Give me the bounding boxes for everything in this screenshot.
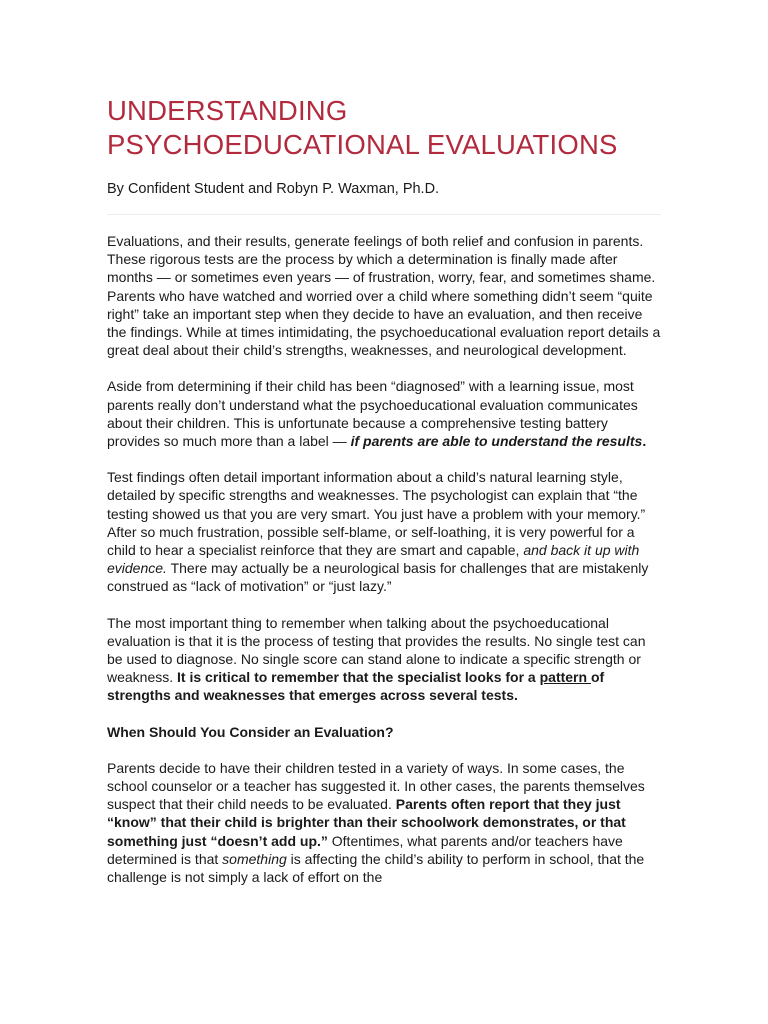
title-line-1: UNDERSTANDING (107, 95, 348, 126)
paragraph-4-bold: It is critical to remember that the specialist looks for a (177, 669, 540, 686)
title-line-2: PSYCHOEDUCATIONAL EVALUATIONS (107, 129, 618, 160)
paragraph-4-bold-end: of strengths and weaknesses that emerges across several tests. (107, 669, 605, 704)
byline: By Confident Student and Robyn P. Waxman, Ph.D. (107, 181, 440, 197)
paragraph-2-emphasis: if parents are able to understand the results (350, 433, 643, 450)
article-body (107, 232, 662, 904)
divider (107, 214, 661, 215)
paragraph-2-period: . (642, 433, 647, 450)
paragraph-2-text: Aside from determining if their child has been “diagnosed” with a learning issue, most parents really don’t understand what the psychoeducational evaluation communicates about their children. This is unfortunate because a comprehensive testing battery provides so much more than a label — (107, 378, 638, 450)
paragraph-4 (107, 614, 662, 705)
paragraph-3-emphasis: and back it up with evidence. (107, 542, 640, 577)
paragraph-5-text: Parents decide to have their children tested in a variety of ways. In some cases, the school counselor or a teacher has suggested it. In other cases, the parents themselves suspect that their child needs to be evaluated. (107, 759, 645, 813)
paragraph-2 (107, 377, 662, 450)
paragraph-4-text: The most important thing to remember when talking about the psychoeducational evaluation is that it is the process of testing that provides the results. No single test can be used to diagnose. No single score can stand alone to indicate a specific strength or weakness. (107, 614, 646, 686)
section-heading: When Should You Consider an Evaluation? (107, 723, 394, 740)
paragraph-5-text-mid: Oftentimes, what parents and/or teachers have determined is that (107, 832, 623, 867)
paragraph-5-bold: Parents often report that they just “know” that their child is brighter than their schoolwork demonstrates, or that something just “doesn’t add up.” (107, 796, 626, 849)
paragraph-5 (107, 759, 662, 886)
paragraph-3-text: Test findings often detail important information about a child’s natural learning style, detailed by specific strengths and weaknesses. The psychologist can explain that “the testing showed us that you are very smart. You just have a problem with your memory.” After so much frustration, possible self-blame, or self-loathing, it is very powerful for a child to hear a specialist reinforce that they are smart and capable, (107, 469, 646, 559)
paragraph-3 (107, 468, 662, 595)
paragraph-5-text-end: is affecting the child’s ability to perform in school, that the challenge is not simply a lack of effort on the (107, 850, 645, 886)
paragraph-3-text-end: There may actually be a neurological basis for challenges that are mistakenly construed as “lack of motivation” or “just lazy.” (107, 560, 649, 595)
paragraph-5-emphasis: something (222, 850, 287, 867)
page-title (107, 94, 707, 162)
paragraph-1: Evaluations, and their results, generate feelings of both relief and confusion in parents. These rigorous tests are the process by which a determination is finally made after months — or sometimes even years — of frustration, worry, fear, and sometimes shame. Parents who have watched and worried over a child where something didn’t seem “quite right” take an important step when they decide to have an evaluation, and then receive the findings. While at times intimidating, the psychoeducational evaluation report details a great deal about their child’s strengths, weaknesses, and neurological development. (107, 233, 661, 359)
paragraph-4-underlined-word: pattern (539, 669, 591, 686)
